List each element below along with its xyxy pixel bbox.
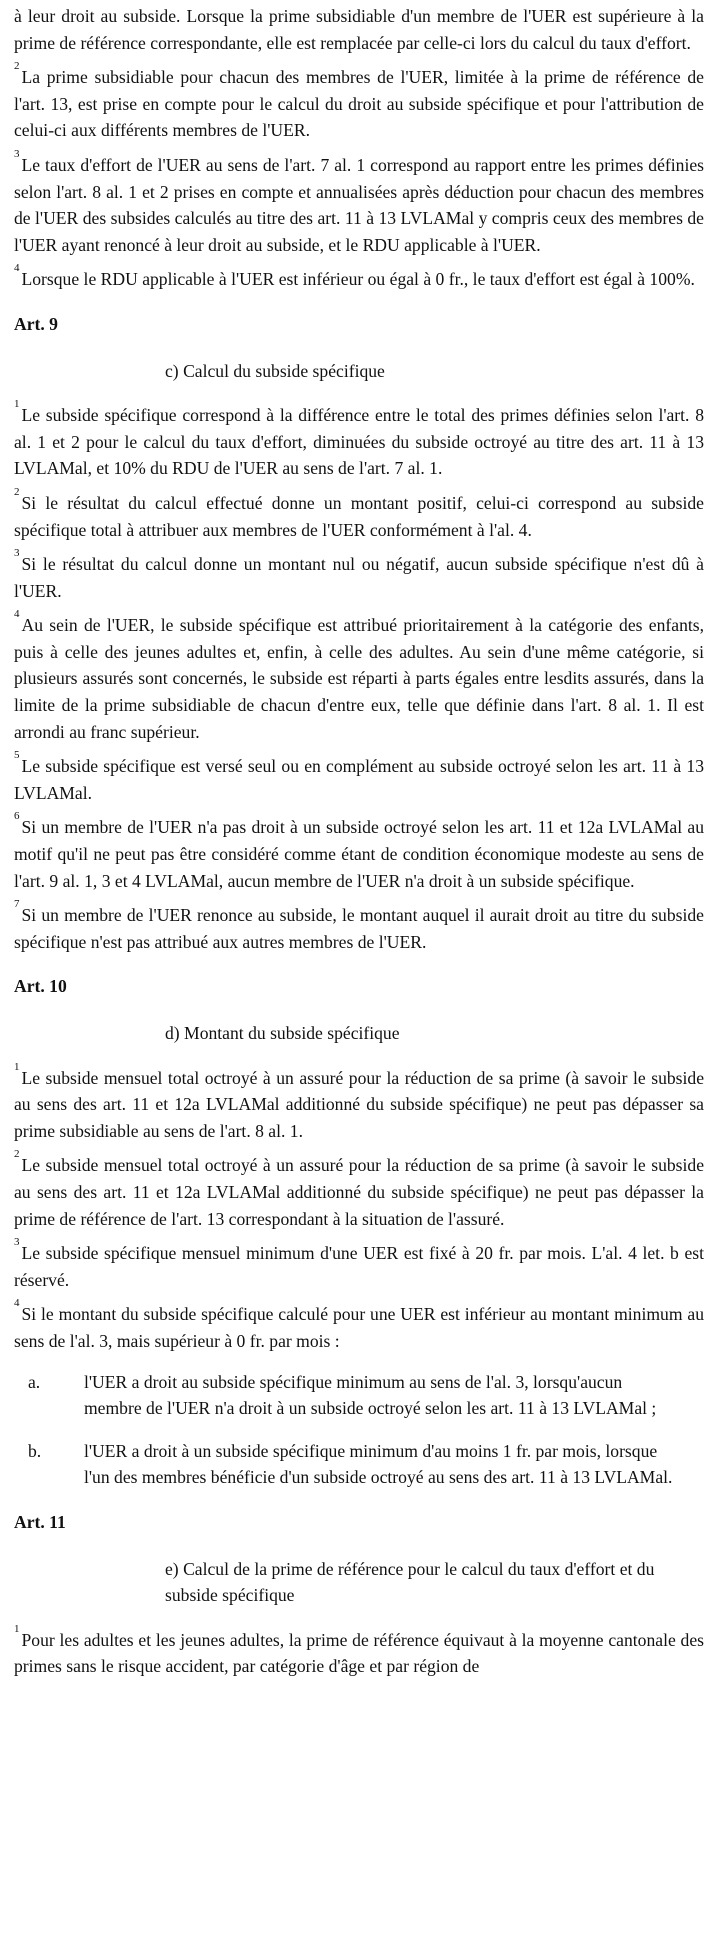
paragraph-text: La prime subsidiable pour chacun des membres de l'UER, limitée à la prime de référence de l'art. 13, est prise en compte pour le calcul du droit au subside spécifique et pour l'attribution de celui-ci aux différents membres de l'UER. (14, 67, 704, 141)
paragraph-continuation: à leur droit au subside. Lorsque la prime subsidiable d'un membre de l'UER est supérieure à la prime de référence correspondante, elle est remplacée par celle-ci lors du calcul du taux d'effort. (14, 6, 704, 53)
list-item (14, 1438, 704, 1491)
list-marker: a. (28, 1371, 41, 1392)
article-heading: Art. 9 (14, 313, 58, 334)
paragraph-text: Lorsque le RDU applicable à l'UER est inférieur ou égal à 0 fr., le taux d'effort est égal à 100%. (21, 269, 695, 290)
paragraph-text: Le subside mensuel total octroyé à un assuré pour la réduction de sa prime (à savoir le subside au sens des art. 11 et 12a LVLAMal additionné du subside spécifique) ne peut pas dépasser sa prime subsidiable au sens de l'art. 8 al. 1. (14, 1067, 704, 1141)
paragraph (14, 60, 704, 144)
paragraph (14, 1622, 704, 1680)
paragraph (14, 1297, 704, 1354)
paragraph (14, 1236, 704, 1293)
paragraph-text: Le subside spécifique correspond à la différence entre le total des primes définies selon l'art. 8 al. 1 et 2 pour le calcul du taux d'effort, diminuées du subside octroyé au titre des art. 11 à 13 LVLAMal, et 10% du RDU de l'UER au sens de l'art. 7 al. 1. (14, 405, 704, 479)
paragraph-number: 1 (14, 1622, 20, 1635)
article-heading: Art. 11 (14, 1511, 66, 1532)
paragraph-text: Pour les adultes et les jeunes adultes, la prime de référence équivaut à la moyenne cantonale des primes sans le risque accident, par catégorie d'âge et par région de (14, 1629, 704, 1677)
paragraph-text: Le taux d'effort de l'UER au sens de l'art. 7 al. 1 correspond au rapport entre les primes définies selon l'art. 8 al. 1 et 2 prises en compte et annualisées après déduction pour chacun des membres de l'UER des subsides calculés au titre des art. 11 à 13 LVLAMal y compris ceux des membres de l'UER ayant renoncé à leur droit au subside, et le RDU applicable à l'UER. (14, 154, 704, 255)
paragraph-number: 4 (14, 1297, 20, 1310)
paragraph (14, 398, 704, 482)
paragraph-number: 3 (14, 547, 20, 560)
paragraph-number: 4 (14, 262, 20, 275)
paragraph (14, 608, 704, 745)
list-text: l'UER a droit au subside spécifique minimum au sens de l'al. 3, lorsqu'aucun membre de l'UER n'a droit à un subside octroyé selon les art. 11 à 13 LVLAMal ; (84, 1371, 657, 1419)
paragraph-text: Si un membre de l'UER n'a pas droit à un subside octroyé selon les art. 11 et 12a LVLAMal au motif qu'il ne peut pas être considéré comme étant de condition économique modeste au sens de l'art. 9 al. 1, 3 et 4 LVLAMal, aucun membre de l'UER n'a droit à un subside spécifique. (14, 817, 704, 891)
paragraph-text: Le subside spécifique mensuel minimum d'une UER est fixé à 20 fr. par mois. L'al. 4 let. b est réservé. (14, 1243, 704, 1290)
paragraph (14, 485, 704, 543)
paragraph-text: Si un membre de l'UER renonce au subside, le montant auquel il aurait droit au titre du subside spécifique n'est pas attribué aux autres membres de l'UER. (14, 905, 704, 952)
paragraph-text: Si le montant du subside spécifique calculé pour une UER est inférieur au montant minimum au sens de l'al. 3, mais supérieur à 0 fr. par mois : (14, 1304, 704, 1351)
paragraph-number: 7 (14, 898, 20, 911)
paragraph (14, 547, 704, 604)
article-subtitle: c) Calcul du subside spécifique (165, 360, 385, 381)
paragraph (14, 898, 704, 955)
paragraph-number: 2 (14, 485, 20, 498)
paragraph-number: 1 (14, 398, 20, 411)
article-subtitle: e) Calcul de la prime de référence pour le calcul du taux d'effort et du subside spécifique (165, 1558, 655, 1606)
paragraph (14, 1060, 704, 1145)
paragraph (14, 810, 704, 894)
paragraph-text: Le subside mensuel total octroyé à un assuré pour la réduction de sa prime (à savoir le subside au sens des art. 11 et 12a LVLAMal additionné du subside spécifique) ne peut pas dépasser la prime de référence de l'art. 13 correspondant à la situation de l'assuré. (14, 1155, 704, 1229)
paragraph-text: Si le résultat du calcul effectué donne un montant positif, celui-ci correspond au subside spécifique total à attribuer aux membres de l'UER conformément à l'al. 4. (14, 492, 704, 540)
paragraph-text: Si le résultat du calcul donne un montant nul ou négatif, aucun subside spécifique n'est dû à l'UER. (14, 554, 704, 601)
list-text: l'UER a droit à un subside spécifique minimum d'au moins 1 fr. par mois, lorsque l'un des membres bénéficie d'un subside octroyé au sens des art. 11 à 13 LVLAMal. (84, 1440, 673, 1488)
paragraph-number: 2 (14, 60, 20, 73)
article-heading: Art. 10 (14, 976, 67, 997)
list-item (14, 1369, 704, 1422)
article-subtitle: d) Montant du subside spécifique (165, 1023, 400, 1043)
paragraph-number: 3 (14, 147, 20, 160)
paragraph (14, 749, 704, 806)
paragraph (14, 262, 704, 293)
paragraph-text: Le subside spécifique est versé seul ou en complément au subside octroyé selon les art. 11 à 13 LVLAMal. (14, 756, 704, 803)
paragraph (14, 1148, 704, 1232)
paragraph-number: 4 (14, 608, 20, 621)
paragraph-number: 1 (14, 1060, 20, 1073)
paragraph-number: 5 (14, 749, 20, 762)
paragraph-text: Au sein de l'UER, le subside spécifique est attribué prioritairement à la catégorie des enfants, puis à celle des jeunes adultes et, enfin, à celle des adultes. Au sein d'une même catégorie, si plusieurs assurés sont concernés, le subside est réparti à parts égales entre lesdits assurés, dans la limite de la prime subsidiable de chacun d'entre eux, telle que définie dans l'art. 8 al. 1. Il est arrondi au franc supérieur. (14, 615, 704, 742)
paragraph-number: 2 (14, 1148, 20, 1161)
paragraph-number: 3 (14, 1236, 20, 1249)
list-marker: b. (28, 1440, 42, 1461)
paragraph (14, 147, 704, 258)
paragraph-number: 6 (14, 810, 20, 823)
